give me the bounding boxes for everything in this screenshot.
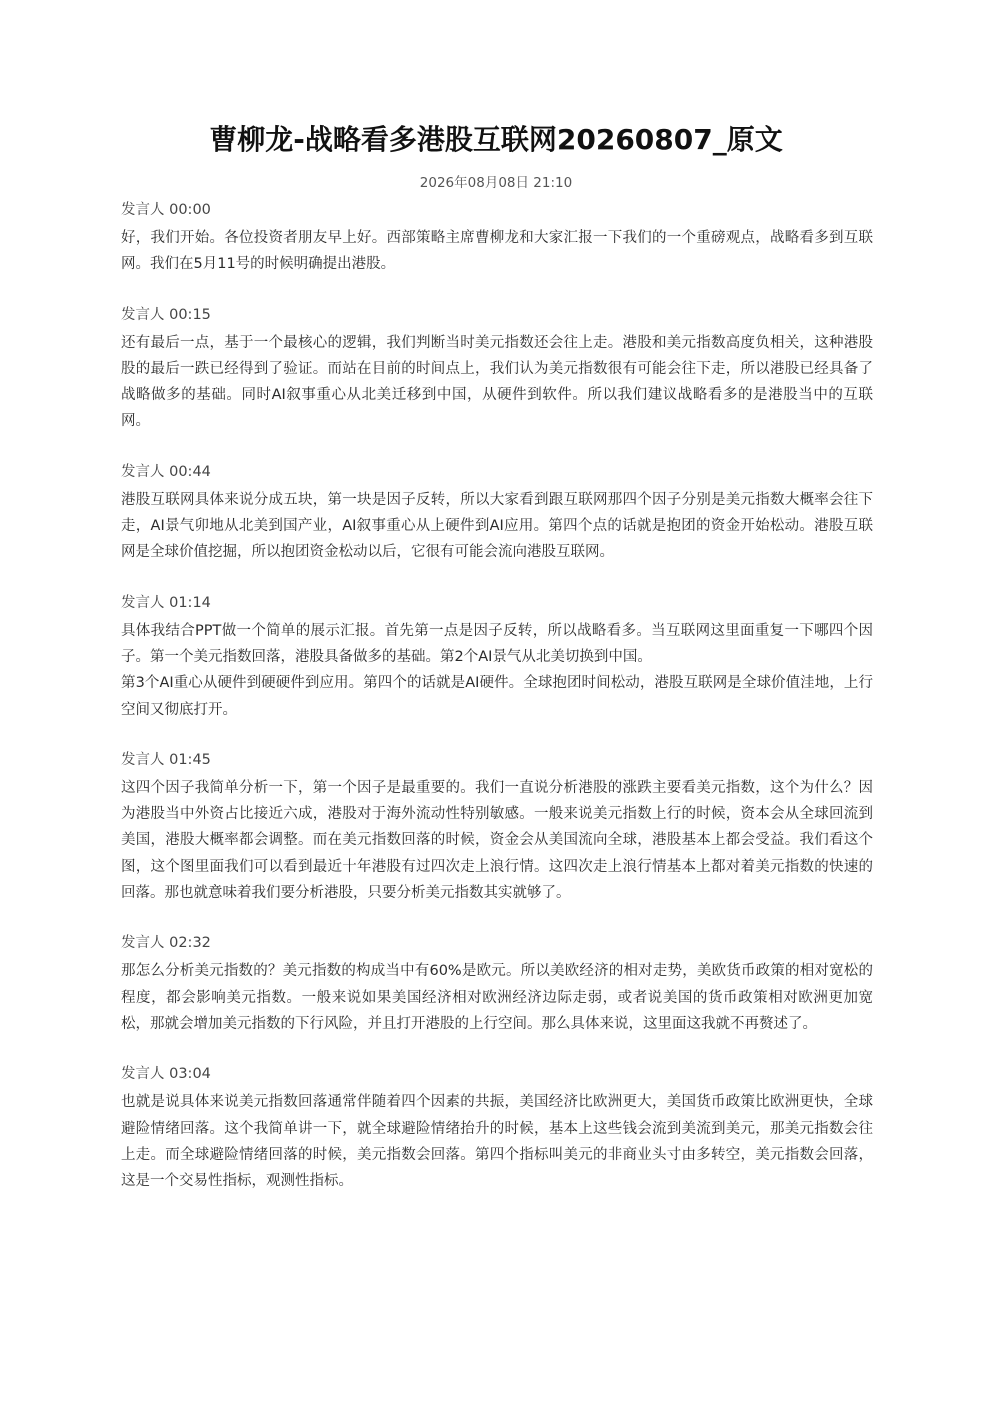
speaker-timestamp: 发言人 00:15 <box>121 306 211 323</box>
transcript-paragraph: 还有最后一点，基于一个最核心的逻辑，我们判断当时美元指数还会往上走。港股和美元指数高度负相关，这种港股股的最后一跌已经得到了验证。而站在目前的时间点上，我们认为美元指数很有可能会往下走，所以港股已经具备了战略做多的基础。同时AI叙事重心从北美迁移到中国，从硬件到软件。所以我们建议战略看多的是港股当中的互联网。 <box>121 334 873 430</box>
speaker-timestamp: 发言人 00:00 <box>121 202 211 218</box>
transcript-paragraph: 第3个AI重心从硬件到硬硬件到应用。第四个的话就是AI硬件。全球抱团时间松动，港股互联网是全球价值洼地，上行空间又彻底打开。 <box>121 675 873 718</box>
transcript-paragraph: 也就是说具体来说美元指数回落通常伴随着四个因素的共振，美国经济比欧洲更大，美国货币政策比欧洲更快，全球避险情绪回落。这个我简单讲一下，就全球避险情绪抬升的时候，基本上这些钱会流到美流到美元，那美元指数会往上走。而全球避险情绪回落的时候，美元指数会回落。第四个指标叫美元的非商业头寸由多转空，美元指数会回落，这是一个交易性指标，观测性指标。 <box>121 1094 873 1190</box>
transcript-segment <box>121 199 873 278</box>
transcript-paragraph: 这四个因子我简单分析一下，第一个因子是最重要的。我们一直说分析港股的涨跌主要看美元指数，这个为什么？因为港股当中外资占比接近六成，港股对于海外流动性特别敏感。一般来说美元指数上行的时候，资本会从全球回流到美国，港股大概率都会调整。而在美元指数回落的时候，资金会从美国流向全球，港股基本上都会受益。我们看这个图，这个图里面我们可以看到最近十年港股有过四次走上浪行情。这四次走上浪行情基本上都对着美元指数的快速的回落。那也就意味着我们要分析港股，只要分析美元指数其实就够了。 <box>121 779 873 902</box>
speaker-timestamp: 发言人 02:32 <box>121 935 211 952</box>
transcript-segment <box>121 304 873 435</box>
speaker-timestamp: 发言人 01:45 <box>121 751 211 768</box>
transcript-body <box>121 199 873 1220</box>
document-date: 2026年08月08日 21:10 <box>419 175 573 191</box>
transcript-paragraph: 好，我们开始。各位投资者朋友早上好。西部策略主席曹柳龙和大家汇报一下我们的一个重磅观点，战略看多到互联网。我们在5月11号的时候明确提出港股。 <box>121 230 873 273</box>
transcript-segment <box>121 592 873 723</box>
speaker-timestamp: 发言人 03:04 <box>121 1066 211 1083</box>
transcript-paragraph: 港股互联网具体来说分成五块，第一块是因子反转，所以大家看到跟互联网那四个因子分别是美元指数大概率会往下走，AI景气卯地从北美到国产业，AI叙事重心从上硬件到AI应用。第四个点的话就是抱团的资金开始松动。港股互联网是全球价值挖掘，所以抱团资金松动以后，它很有可能会流向港股互联网。 <box>121 491 873 561</box>
transcript-segment <box>121 461 873 566</box>
transcript-segment <box>121 749 873 906</box>
transcript-segment <box>121 932 873 1037</box>
transcript-paragraph: 具体我结合PPT做一个简单的展示汇报。首先第一点是因子反转，所以战略看多。当互联网这里面重复一下哪四个因子。第一个美元指数回落，港股具备做多的基础。第2个AI景气从北美切换到中国。 <box>121 622 873 665</box>
document-title: 曹柳龙-战略看多港股互联网20260807_原文 <box>209 123 783 156</box>
transcript-paragraph: 那怎么分析美元指数的？美元指数的构成当中有60%是欧元。所以美欧经济的相对走势，美欧货币政策的相对宽松的程度，都会影响美元指数。一般来说如果美国经济相对欧洲经济边际走弱，或者说美国的货币政策相对欧洲更加宽松，那就会增加美元指数的下行风险，并且打开港股的上行空间。那么具体来说，这里面这我就不再赘述了。 <box>121 963 873 1032</box>
transcript-segment <box>121 1063 873 1194</box>
speaker-timestamp: 发言人 00:44 <box>121 463 211 480</box>
speaker-timestamp: 发言人 01:14 <box>121 594 211 611</box>
